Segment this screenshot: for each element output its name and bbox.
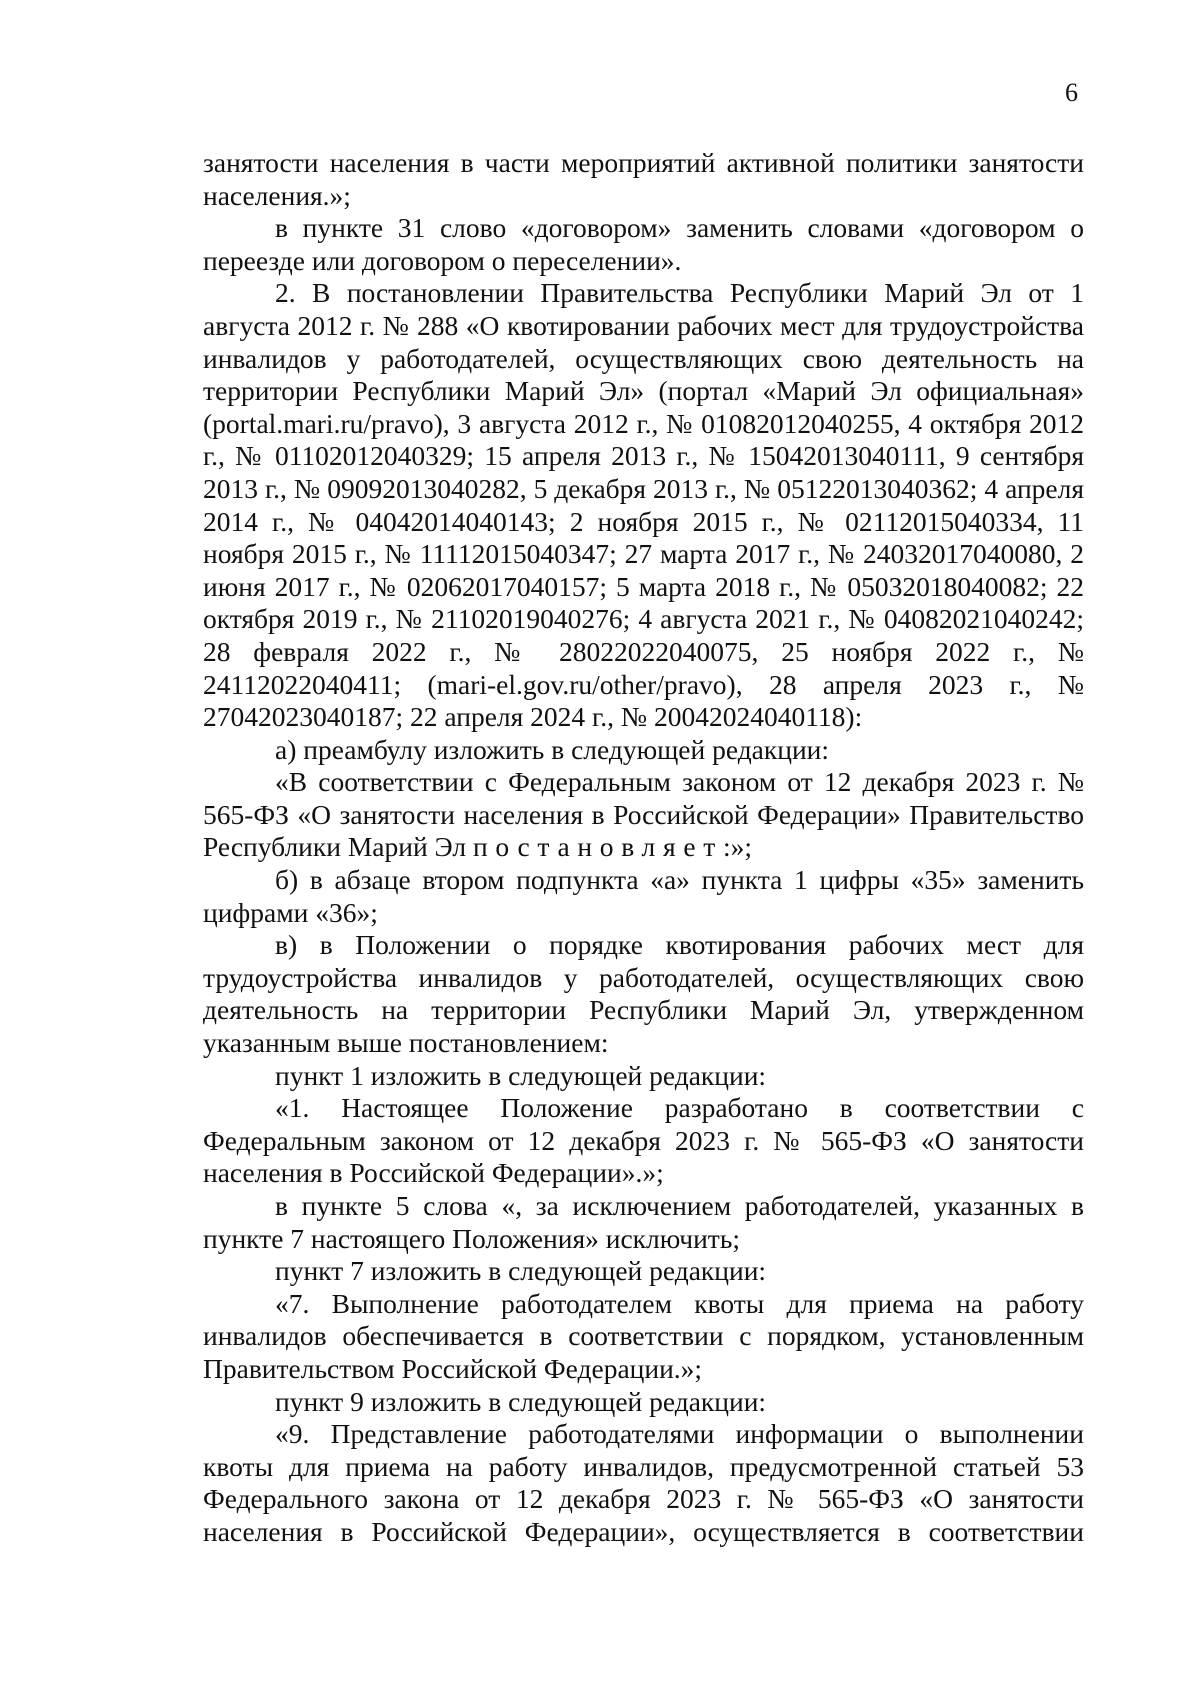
paragraph-continuation: занятости населения в части мероприятий активной политики занятости населения.»; [203, 147, 1084, 211]
paragraph-item-9-intro: пункт 9 изложить в следующей редакции: [275, 1385, 767, 1417]
paragraph-item-1-intro: пункт 1 изложить в следующей редакции: [275, 1059, 767, 1091]
paragraph-item-31: в пункте 31 слово «договором» заменить словами «договором о переезде или договором о переселении». [203, 212, 1084, 276]
paragraph-subitem-b: б) в абзаце втором подпункта «а» пункта 1 цифры «35» заменить цифрами «36»; [203, 864, 1084, 928]
paragraph-subitem-v: в) в Положении о порядке квотирования рабочих мест для трудоустройства инвалидов у работодателей, осуществляющих свою деятельность на территории Республики Марий Эл, утвержденном указанным выше постановлением: [203, 929, 1084, 1059]
paragraph-item-9-text: «9. Представление работодателями информации о выполнении квоты для приема на работу инвалидов, предусмотренной статьей 53 Федерального закона от 12 декабря 2023 г. № 565-ФЗ «О занятости населения в Российской Федерации», осуществляется в соответствии [203, 1418, 1084, 1547]
paragraph-item-5: в пункте 5 слова «, за исключением работодателей, указанных в пункте 7 настоящего Положения» исключить; [203, 1190, 1084, 1254]
paragraph-preamble-quote [203, 766, 1084, 864]
preamble-text: «В соответствии с Федеральным законом от 12 декабря 2023 г. № 565-ФЗ «О занятости населения в Российской Федерации» Правительство Республики Марий Эл [203, 766, 1084, 863]
paragraph-subitem-a: а) преамбулу изложить в следующей редакции: [275, 733, 830, 765]
preamble-ending: :»; [722, 831, 752, 863]
page-number: 6 [1065, 78, 1078, 107]
paragraph-section-2: 2. В постановлении Правительства Республики Марий Эл от 1 августа 2012 г. № 288 «О квотировании рабочих мест для трудоустройства инвалидов у работодателей, осуществляющих свою деятельность на территории Республики Марий Эл» (портал «Марий Эл официальная» (portal.mari.ru/pravo), 3 августа 2012 г., № 01082012040255, 4 октября 2012 г., № 01102012040329; 15 апреля 2013 г., № 15042013040111, 9 сентября 2013 г., № 09092013040282, 5 декабря 2013 г., № 05122013040362; 4 апреля 2014 г., № 04042014040143; 2 ноября 2015 г., № 02112015040334, 11 ноября 2015 г., № 11112015040347; 27 марта 2017 г., № 24032017040080, 2 июня 2017 г., № 02062017040157; 5 марта 2018 г., № 05032018040082; 22 октября 2019 г., № 21102019040276; 4 августа 2021 г., № 04082021040242; 28 февраля 2022 г., № 28022022040075, 25 ноября 2022 г., № 24112022040411; (mari-el.gov.ru/other/pravo), 28 апреля 2023 г., № 27042023040187; 22 апреля 2024 г., № 20042024040118): [203, 277, 1084, 733]
paragraph-item-7-text: «7. Выполнение работодателем квоты для приема на работу инвалидов обеспечивается в соответствии с порядком, установленным Правительством Российской Федерации.»; [203, 1287, 1084, 1384]
paragraph-item-7-intro: пункт 7 изложить в следующей редакции: [275, 1255, 767, 1287]
paragraph-item-1-text: «1. Настоящее Положение разработано в соответствии с Федеральным законом от 12 декабря 2023 г. № 565-ФЗ «О занятости населения в Российской Федерации».»; [203, 1092, 1084, 1189]
document-body [203, 147, 1084, 1549]
preamble-spaced-word: постановляет [472, 831, 723, 863]
